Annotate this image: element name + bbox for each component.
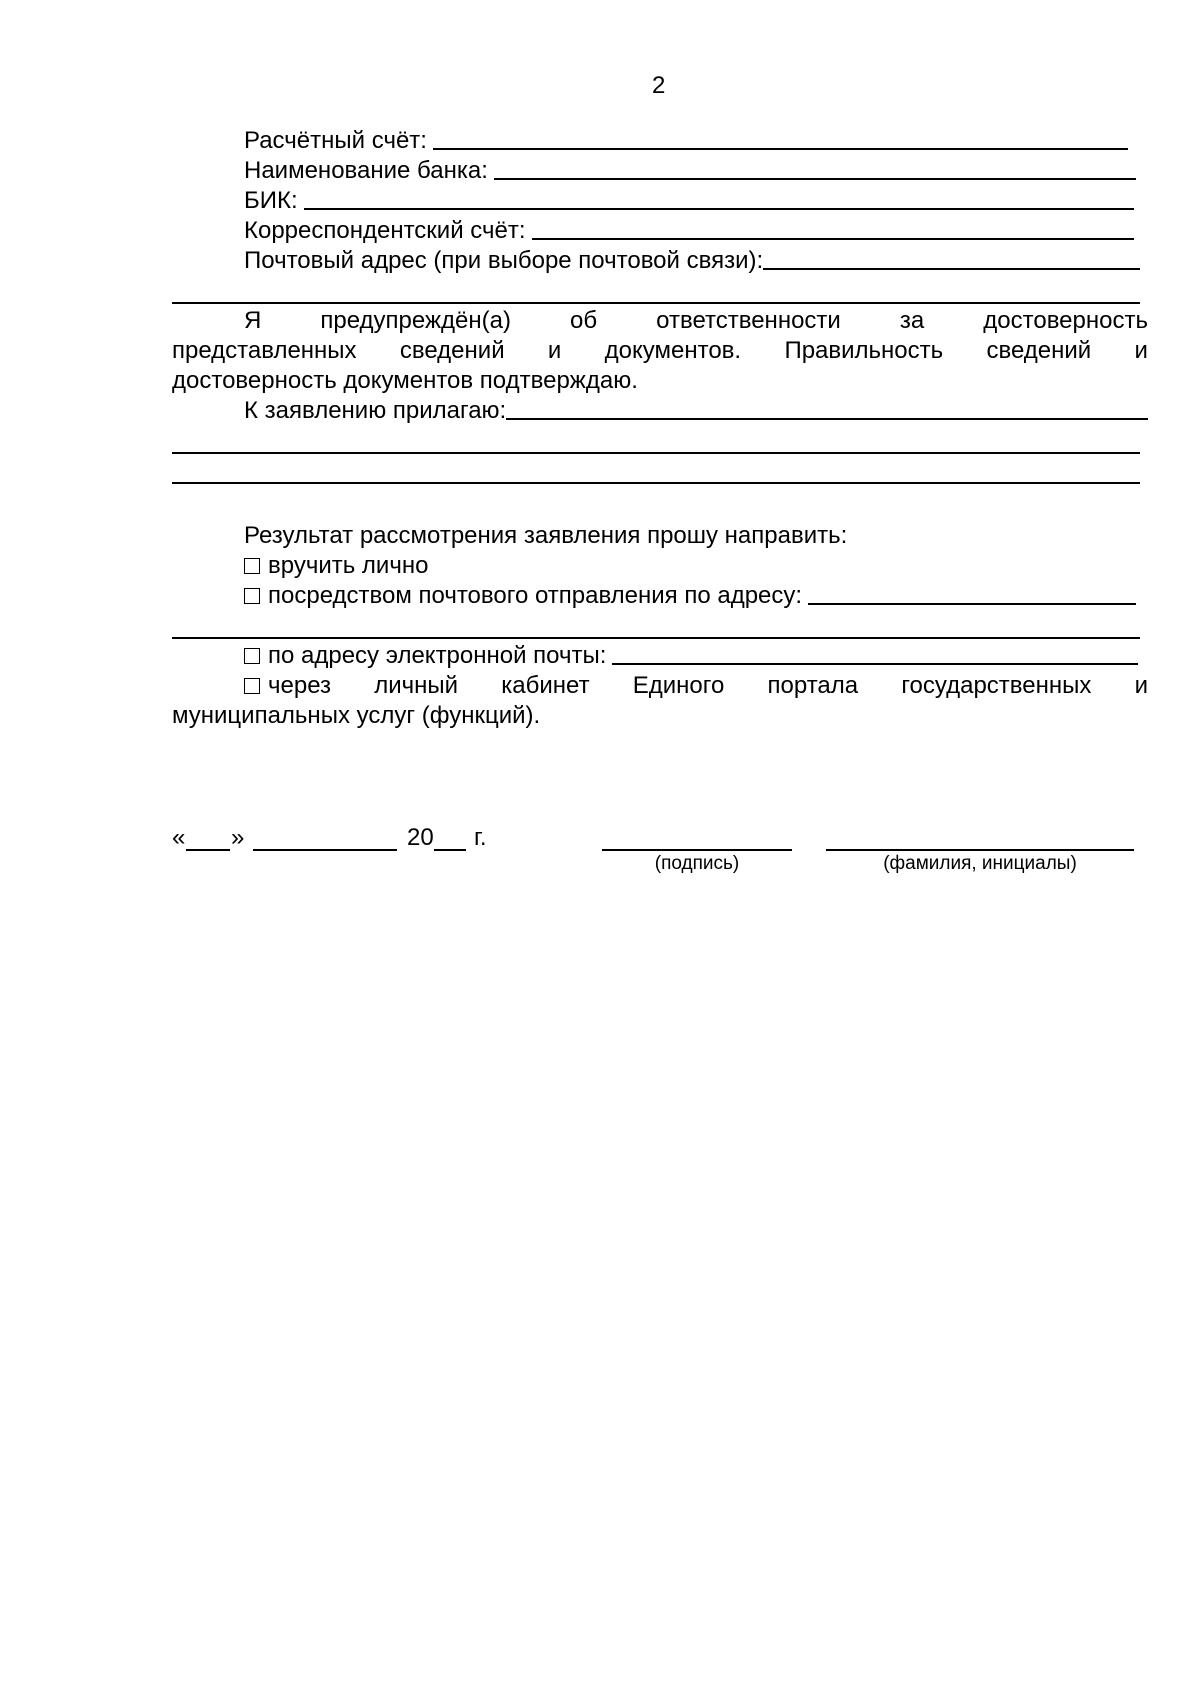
checkbox-portal[interactable]	[244, 678, 260, 694]
warning-word: Правильность	[784, 337, 944, 364]
warning-word: и	[547, 337, 562, 364]
warning-word: предупреждён(а)	[320, 307, 511, 334]
name-field[interactable]	[826, 849, 1134, 851]
bik-field[interactable]	[304, 186, 1134, 210]
bank-name-label: Наименование банка:	[244, 157, 488, 184]
warning-word: сведений	[399, 337, 505, 364]
mail-address-field[interactable]	[808, 581, 1136, 605]
warning-word: документов.	[604, 337, 742, 364]
attachments-line-2[interactable]	[172, 452, 1140, 454]
postal-address-row	[244, 246, 1140, 276]
option-email-label: по адресу электронной почты:	[268, 642, 607, 669]
account-label: Расчётный счёт:	[244, 127, 427, 154]
checkbox-personal[interactable]	[244, 558, 260, 574]
corr-account-field[interactable]	[532, 216, 1134, 240]
option-mail-label: посредством почтового отправления по адресу:	[268, 582, 803, 609]
bank-name-field[interactable]	[494, 156, 1136, 180]
date-open-quote: «	[172, 824, 186, 851]
date-year-prefix: 20	[407, 824, 434, 851]
portal-word: и	[1134, 672, 1148, 699]
result-heading: Результат рассмотрения заявления прошу направить:	[244, 522, 848, 549]
mail-address-continuation-line[interactable]	[172, 637, 1140, 639]
warning-word: за	[899, 307, 925, 334]
option-personal[interactable]	[244, 551, 428, 581]
account-field[interactable]	[433, 126, 1128, 150]
date-year-field[interactable]	[434, 849, 466, 851]
bik-row	[244, 186, 1134, 216]
warning-word: об	[570, 307, 598, 334]
date-month-field[interactable]	[253, 849, 397, 851]
bank-name-row	[244, 156, 1136, 186]
option-mail	[244, 581, 1136, 611]
warning-line-2	[172, 336, 1148, 366]
date-close-quote: »	[231, 824, 245, 851]
option-personal-label: вручить лично	[268, 552, 429, 579]
option-portal-line-1	[244, 671, 1148, 701]
option-portal-line-2: муниципальных услуг (функций).	[172, 702, 541, 729]
portal-word: личный	[374, 672, 459, 699]
signature-caption: (подпись)	[654, 853, 740, 874]
email-address-field[interactable]	[612, 641, 1138, 665]
option-portal-first	[244, 671, 331, 701]
portal-word: через	[268, 672, 332, 699]
attachments-row	[244, 396, 1148, 426]
warning-word: сведений	[986, 337, 1092, 364]
postal-address-continuation-line[interactable]	[172, 302, 1140, 304]
warning-word: ответственности	[656, 307, 841, 334]
attachments-label: К заявлению прилагаю:	[244, 397, 507, 424]
account-row	[244, 126, 1128, 156]
date-year-suffix: г.	[474, 824, 487, 851]
portal-word: Единого	[632, 672, 725, 699]
date-day-field[interactable]	[186, 849, 230, 851]
attachments-field[interactable]	[506, 396, 1148, 420]
signature-field[interactable]	[602, 849, 792, 851]
warning-line-1	[244, 306, 1148, 336]
warning-word: достоверность	[983, 307, 1148, 334]
checkbox-email[interactable]	[244, 648, 260, 664]
postal-address-label: Почтовый адрес (при выборе почтовой связи):	[244, 247, 764, 274]
warning-word: и	[1134, 337, 1148, 364]
warning-word: представленных	[172, 337, 357, 364]
postal-address-field[interactable]	[763, 246, 1140, 270]
name-caption: (фамилия, инициалы)	[883, 853, 1077, 874]
warning-line-3: достоверность документов подтверждаю.	[172, 367, 638, 394]
portal-word: портала	[767, 672, 859, 699]
bik-label: БИК:	[244, 187, 298, 214]
corr-account-label: Корреспондентский счёт:	[244, 217, 526, 244]
corr-account-row	[244, 216, 1134, 246]
warning-word: Я	[244, 307, 262, 334]
attachments-line-3[interactable]	[172, 482, 1140, 484]
portal-word: государственных	[901, 672, 1092, 699]
option-email	[244, 641, 1138, 671]
checkbox-mail[interactable]	[244, 588, 260, 604]
page-number: 2	[652, 72, 666, 99]
portal-word: кабинет	[501, 672, 590, 699]
